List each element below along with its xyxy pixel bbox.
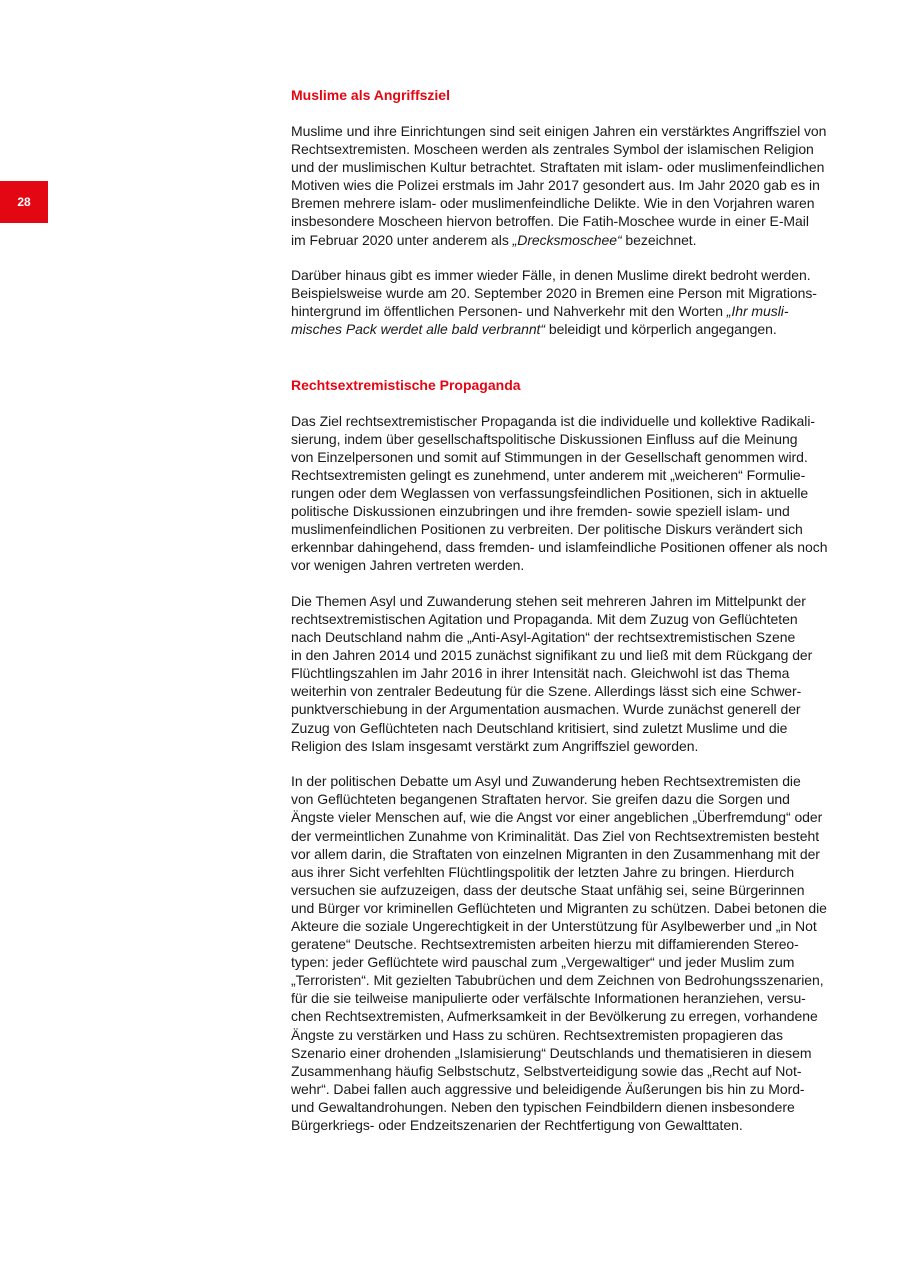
text-segment: bezeichnet. [621, 231, 697, 248]
text-line: insbesondere Moscheen hiervon betroffen. Die Fatih-Moschee wurde in einer E-Mail [291, 213, 809, 230]
text-line: weiterhin von zentraler Bedeutung für die Szene. Allerdings lässt sich eine Schwer- [291, 683, 802, 700]
section-heading: Rechtsextremistische Propaganda [291, 376, 521, 393]
text-line: sierung, indem über gesellschaftspolitische Diskussionen Einfluss auf die Meinung [291, 430, 798, 447]
text-line: Zuzug von Geflüchteten nach Deutschland kritisiert, sind zuletzt Muslime und die [291, 719, 788, 736]
text-line: Akteure die soziale Ungerechtigkeit in der Unterstützung für Asylbewerber und „in Not [291, 917, 817, 934]
paragraph [291, 412, 843, 575]
text-line: Bürgerkriegs- oder Endzeitszenarien der Rechtfertigung von Gewalttaten. [291, 1117, 743, 1133]
text-line: Darüber hinaus gibt es immer wieder Fälle, in denen Muslime direkt bedroht werden. [291, 267, 811, 284]
text-line: punktverschiebung in der Argumentation ausmachen. Wurde zunächst generell der [291, 701, 801, 718]
quoted-text: misches Pack werdet alle bald verbrannt“ [291, 321, 546, 338]
text-line: geratene“ Deutsche. Rechtsextremisten arbeiten hierzu mit diffamierenden Stereo- [291, 936, 799, 953]
text-line: politische Diskussionen einzubringen und ihre fremden- sowie speziell islam- und [291, 503, 790, 519]
paragraph [291, 122, 843, 249]
text-line: Motiven wies die Polizei erstmals im Jahr 2017 gesondert aus. Im Jahr 2020 gab es in [291, 177, 820, 194]
text-line: in den Jahren 2014 und 2015 zunächst signifikant zu und ließ mit dem Rückgang der [291, 647, 813, 664]
text-line [291, 302, 843, 320]
quoted-text: „Ihr musli- [726, 303, 789, 320]
text-line: Flüchtlingszahlen im Jahr 2016 in ihrer Intensität nach. Gleichwohl ist das Thema [291, 665, 790, 682]
text-line: von Einzelpersonen und somit auf Stimmungen in der Gesellschaft genommen wird. [291, 448, 808, 465]
quoted-text: „Drecksmoschee“ [512, 231, 622, 248]
text-line: und Bürger vor kriminellen Geflüchteten und Migranten zu schützen. Dabei betonen die [291, 899, 827, 916]
text-line: Bremen mehrere islam- oder muslimenfeindliche Delikte. Wie in den Vorjahren waren [291, 195, 815, 212]
text-line: Beispielsweise wurde am 20. September 2020 in Bremen eine Person mit Migrations- [291, 285, 817, 302]
text-line: „Terroristen“. Mit gezielten Tabubrüchen und dem Zeichnen von Bedrohungsszenarien, [291, 972, 824, 989]
text-line: muslimenfeindlichen Positionen zu verbreiten. Der politische Diskurs verändert sich [291, 521, 803, 538]
text-line: vor wenigen Jahren vertreten werden. [291, 557, 525, 574]
text-segment: im Februar 2020 unter anderem als [291, 231, 513, 248]
text-line: Rechtsextremisten. Moscheen werden als zentrales Symbol der islamischen Religion [291, 141, 814, 158]
text-line: Zusammenhang häufig Selbstschutz, Selbstverteidigung sowie das „Recht auf Not- [291, 1062, 802, 1079]
text-line: Ängste zu verstärken und Hass zu schüren. Rechtsextremisten propagieren das [291, 1026, 783, 1043]
text-line: chen Rechtsextremisten, Aufmerksamkeit in der Bevölkerung zu erregen, vorhandene [291, 1008, 818, 1025]
text-line [291, 320, 843, 338]
text-line: In der politischen Debatte um Asyl und Zuwanderung heben Rechtsextremisten die [291, 773, 801, 790]
paragraph [291, 266, 843, 338]
text-line: der vermeintlichen Zunahme von Kriminalität. Das Ziel von Rechtsextremisten besteht [291, 827, 820, 844]
text-line: Religion des Islam insgesamt verstärkt zum Angriffsziel geworden. [291, 737, 699, 754]
text-line: Ängste vieler Menschen auf, wie die Angst vor einer angeblichen „Überfremdung“ oder [291, 809, 823, 826]
text-line: rungen oder dem Weglassen von verfassungsfeindlichen Positionen, sich in aktuelle [291, 484, 809, 501]
text-line: Die Themen Asyl und Zuwanderung stehen seit mehreren Jahren im Mittelpunkt der [291, 592, 806, 609]
text-line: Das Ziel rechtsextremistischer Propaganda ist die individuelle und kollektive Radikali- [291, 412, 816, 429]
text-line: nach Deutschland nahm die „Anti-Asyl-Agitation“ der rechtsextremistischen Szene [291, 629, 796, 646]
text-line: wehr“. Dabei fallen auch aggressive und beleidigende Äußerungen bis hin zu Mord- [291, 1080, 805, 1097]
text-line: Szenario einer drohenden „Islamisierung“ Deutschlands und thematisieren in diesem [291, 1044, 812, 1061]
section-heading: Muslime als Angriffsziel [291, 87, 450, 103]
paragraph [291, 772, 843, 1134]
document-body [291, 86, 843, 1134]
text-line: und der muslimischen Kultur betrachtet. Straftaten mit islam- oder muslimenfeindlichen [291, 159, 825, 176]
page-number-tab [0, 181, 48, 223]
text-line: rechtsextremistischen Agitation und Propaganda. Mit dem Zuzug von Geflüchteten [291, 610, 798, 627]
page-number: 28 [17, 195, 31, 209]
text-line: von Geflüchteten begangenen Straftaten hervor. Sie greifen dazu die Sorgen und [291, 791, 790, 808]
text-line: für die sie teilweise manipulierte oder verfälschte Informationen heranziehen, versu- [291, 990, 806, 1007]
text-line: typen: jeder Geflüchtete wird pauschal zum „Vergewaltiger“ und jeder Muslim zum [291, 954, 795, 971]
paragraph [291, 592, 843, 755]
text-line: und Gewaltandrohungen. Neben den typischen Feindbildern dienen insbesondere [291, 1098, 795, 1115]
text-line: Rechtsextremisten gelingt es zunehmend, unter anderem mit „weicheren“ Formulie- [291, 466, 806, 483]
text-line: erkennbar dahingehend, dass fremden- und islamfeindliche Positionen offener als noch [291, 539, 828, 556]
text-line: aus ihrer Sicht verfehlten Flüchtlingspolitik der letzten Jahre zu bringen. Hierdurch [291, 863, 795, 880]
text-segment: beleidigt und körperlich angegangen. [545, 321, 777, 338]
text-line: vor allem darin, die Straftaten von einzelnen Migranten in den Zusammenhang mit der [291, 845, 820, 862]
text-line: versuchen sie aufzuzeigen, dass der deutsche Staat unfähig sei, seine Bürgerinnen [291, 881, 805, 898]
text-line [291, 231, 843, 249]
text-line: Muslime und ihre Einrichtungen sind seit einigen Jahren ein verstärktes Angriffsziel von [291, 123, 827, 139]
text-segment: hintergrund im öffentlichen Personen- und Nahverkehr mit den Worten [291, 303, 727, 320]
